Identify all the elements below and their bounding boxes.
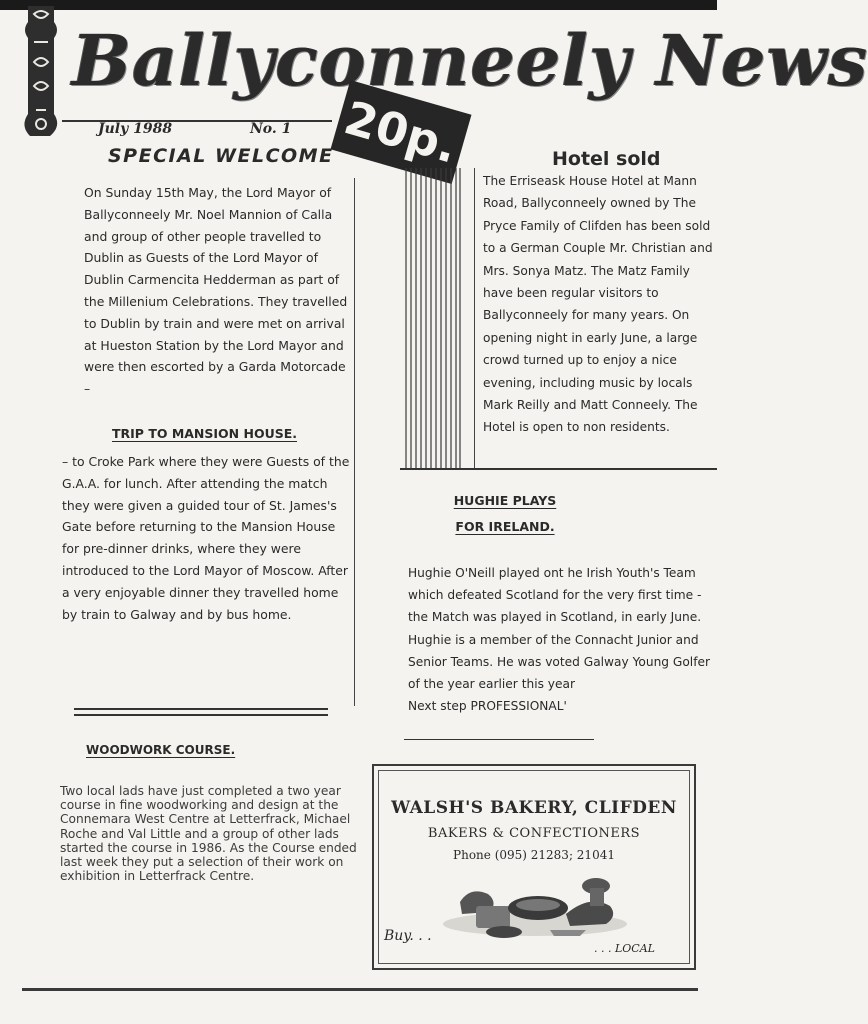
bread-illustration-icon [440, 872, 630, 942]
advert-business-name: WALSH'S BAKERY, CLIFDEN [391, 798, 677, 818]
hotel-frame-line [474, 168, 475, 468]
advert-local-slogan: . . . LOCAL [594, 942, 655, 955]
page-bottom-rule [22, 988, 698, 991]
price-tag: 20p. [331, 80, 472, 184]
hughie-article [408, 562, 714, 717]
advert-subtitle: BAKERS & CONFECTIONERS [427, 826, 641, 841]
hughie-kicker: Next step PROFESSIONAL' [408, 699, 567, 714]
welcome-headline: SPECIAL WELCOME [108, 145, 334, 167]
welcome-article: On Sunday 15th May, the Lord Mayor of Ballyconneely Mr. Noel Mannion of Calla and group of other people travelled to Dublin as Guests of the Lord Mayor of Dublin Carmencita Hedderman as part of the Millenium Celebrations. They travelled to Dublin by train and were met on arrival at Hueston Station by the Lord Mayor and were then escorted by a Garda Motorcade – [84, 185, 348, 397]
section-divider [400, 468, 717, 470]
stripe-ornament [404, 168, 462, 468]
advert-buy-slogan: Buy. . . [384, 928, 432, 944]
woodwork-headline: WOODWORK COURSE. [86, 743, 236, 757]
hotel-headline: Hotel sold [552, 148, 661, 170]
section-divider [74, 708, 328, 710]
trip-headline: TRIP TO MANSION HOUSE. [112, 426, 298, 441]
hughie-headline [420, 488, 590, 540]
section-divider [404, 739, 594, 740]
column-divider [354, 178, 355, 706]
trip-article: – to Croke Park where they were Guests of the G.A.A. for lunch. After attending the match they were given a guided tour of St. James's Gate before returning to the Mansion House for pre-dinner drinks, where they were introduced to the Lord Mayor of Moscow. After a very enjoyable dinner they travelled home by train to Galway and by bus home. [62, 454, 350, 622]
advert-phone: Phone (095) 21283; 21041 [453, 848, 615, 862]
hughie-article-text: Hughie O'Neill played ont he Irish Youth's Team which defeated Scotland for the very first time - the Match was played in Scotland, in early June. Hughie is a member of the Connacht Junior and Senior Teams. He was voted Galway Young Golfer of the year earlier this year [408, 566, 710, 692]
celtic-crest-icon [14, 2, 66, 140]
hughie-headline-line2: FOR IRELAND. [455, 519, 555, 534]
woodwork-article: Two local lads have just completed a two year course in fine woodworking and design at the Connemara West Centre at Letterfrack, Michael Roche and Val Little and a group of other lads started the course in 1986. As the Course ended last week they put a selection of their work on exhibition in Letterfrack Centre. [60, 784, 357, 884]
masthead-title: Ballyconneely News [72, 19, 868, 102]
issue-number: No. 1 [250, 121, 292, 137]
section-divider [74, 714, 328, 716]
issue-date: July 1988 [98, 121, 173, 137]
hotel-article: The Erriseask House Hotel at Mann Road, Ballyconneely owned by The Pryce Family of Clifden has been sold to a German Couple Mr. Christian and Mrs. Sonya Matz. The Matz Family have been regular visitors to Ballyconneely for many years. On opening night in early June, a large crowd turned up to enjoy a nice evening, including music by locals Mark Reilly and Matt Conneely. The Hotel is open to non residents. [483, 174, 713, 435]
hughie-headline-line1: HUGHIE PLAYS [453, 493, 557, 508]
